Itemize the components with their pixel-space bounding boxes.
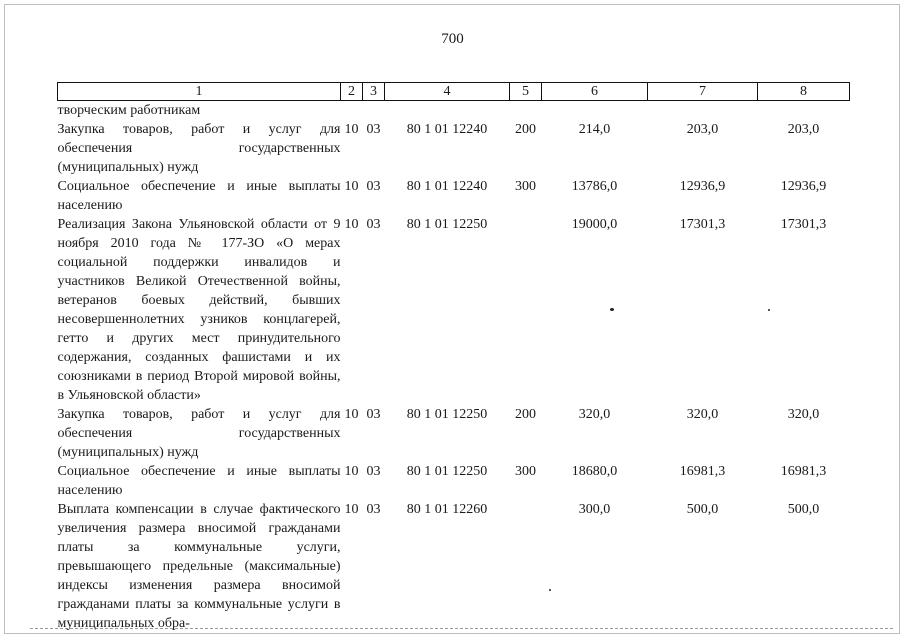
scan-speck <box>768 309 770 311</box>
target-article-code: 80 1 01 12260 <box>406 502 488 517</box>
row-description: творческим работникам <box>57 103 201 118</box>
table-row <box>58 120 850 177</box>
target-article-code: 80 1 01 12250 <box>406 464 488 479</box>
table-row <box>58 177 850 215</box>
table-row <box>58 462 850 500</box>
target-article-code: 80 1 01 12240 <box>406 179 488 194</box>
amount-col6: 320,0 <box>578 407 611 422</box>
section-code: 10 <box>344 179 359 194</box>
amount-col6: 300,0 <box>578 502 611 517</box>
target-article-code <box>385 101 510 121</box>
row-description: Реализация Закона Ульяновской области от 9 ноября 2010 года № 177-ЗО «О мерах социальной поддержки инвалидов и участников Великой Отечественной войны, ветеранов боевых действий, бывших несовершеннолетних узников концлагерей, гетто и других мест принудительного содержания, созданных фашистами и их союзниками в период Второй мировой войны, в Ульяновской области» <box>57 217 341 403</box>
subsection-code: 03 <box>366 407 381 422</box>
amount-col7 <box>648 101 758 121</box>
amount-col8: 203,0 <box>787 122 820 137</box>
column-header: 7 <box>648 83 758 101</box>
amount-col8 <box>758 101 850 121</box>
amount-col6: 19000,0 <box>571 217 618 232</box>
subsection-code: 03 <box>366 502 381 517</box>
section-code: 10 <box>344 502 359 517</box>
expense-type-code <box>510 500 542 633</box>
target-article-code: 80 1 01 12250 <box>406 217 488 232</box>
subsection-code: 03 <box>366 122 381 137</box>
table-row <box>58 101 850 121</box>
amount-col7: 500,0 <box>686 502 719 517</box>
target-article-code: 80 1 01 12240 <box>406 122 488 137</box>
expense-type-code: 200 <box>515 122 536 137</box>
amount-col6: 18680,0 <box>571 464 618 479</box>
page-number: 700 <box>441 31 464 47</box>
header-row <box>58 83 850 101</box>
amount-col8: 17301,3 <box>780 217 827 232</box>
scan-speck <box>549 589 551 591</box>
amount-col6: 214,0 <box>578 122 611 137</box>
row-description: Закупка товаров, работ и услуг для обеспечения государственных (муниципальных) нужд <box>57 122 341 175</box>
row-description: Социальное обеспечение и иные выплаты населению <box>57 179 341 213</box>
section-code: 10 <box>344 217 359 232</box>
expense-type-code <box>510 215 542 405</box>
amount-col6 <box>542 101 648 121</box>
amount-col7: 320,0 <box>686 407 719 422</box>
section-code: 10 <box>344 122 359 137</box>
row-description: Социальное обеспечение и иные выплаты населению <box>57 464 341 498</box>
subsection-code <box>363 101 385 121</box>
row-description: Выплата компенсации в случае фактического увеличения размера вносимой гражданами платы за коммунальные услуги, превышающего предельные (максимальные) индексы изменения размера вносимой гражданами платы за коммунальные услуги в муниципальных обра- <box>57 502 341 631</box>
column-header: 4 <box>385 83 510 101</box>
amount-col8: 12936,9 <box>780 179 827 194</box>
amount-col7: 16981,3 <box>679 464 726 479</box>
column-header: 6 <box>542 83 648 101</box>
column-header: 2 <box>341 83 363 101</box>
expense-type-code: 300 <box>515 179 536 194</box>
subsection-code: 03 <box>366 217 381 232</box>
amount-col7: 203,0 <box>686 122 719 137</box>
expense-type-code: 200 <box>515 407 536 422</box>
amount-col6: 13786,0 <box>571 179 618 194</box>
column-header: 8 <box>758 83 850 101</box>
amount-col7: 12936,9 <box>679 179 726 194</box>
subsection-code: 03 <box>366 464 381 479</box>
amount-col8: 16981,3 <box>780 464 827 479</box>
section-code <box>341 101 363 121</box>
column-header: 5 <box>510 83 542 101</box>
table-row <box>58 215 850 405</box>
column-header: 3 <box>363 83 385 101</box>
row-description: Закупка товаров, работ и услуг для обеспечения государственных (муниципальных) нужд <box>57 407 341 460</box>
amount-col7: 17301,3 <box>679 217 726 232</box>
table-row <box>58 500 850 633</box>
section-code: 10 <box>344 407 359 422</box>
target-article-code: 80 1 01 12250 <box>406 407 488 422</box>
expense-type-code: 300 <box>515 464 536 479</box>
scan-speck <box>610 308 614 311</box>
budget-table <box>57 82 850 633</box>
table-row <box>58 405 850 462</box>
section-code: 10 <box>344 464 359 479</box>
amount-col8: 320,0 <box>787 407 820 422</box>
amount-col8: 500,0 <box>787 502 820 517</box>
expense-type-code <box>510 101 542 121</box>
column-header: 1 <box>58 83 341 101</box>
subsection-code: 03 <box>366 179 381 194</box>
